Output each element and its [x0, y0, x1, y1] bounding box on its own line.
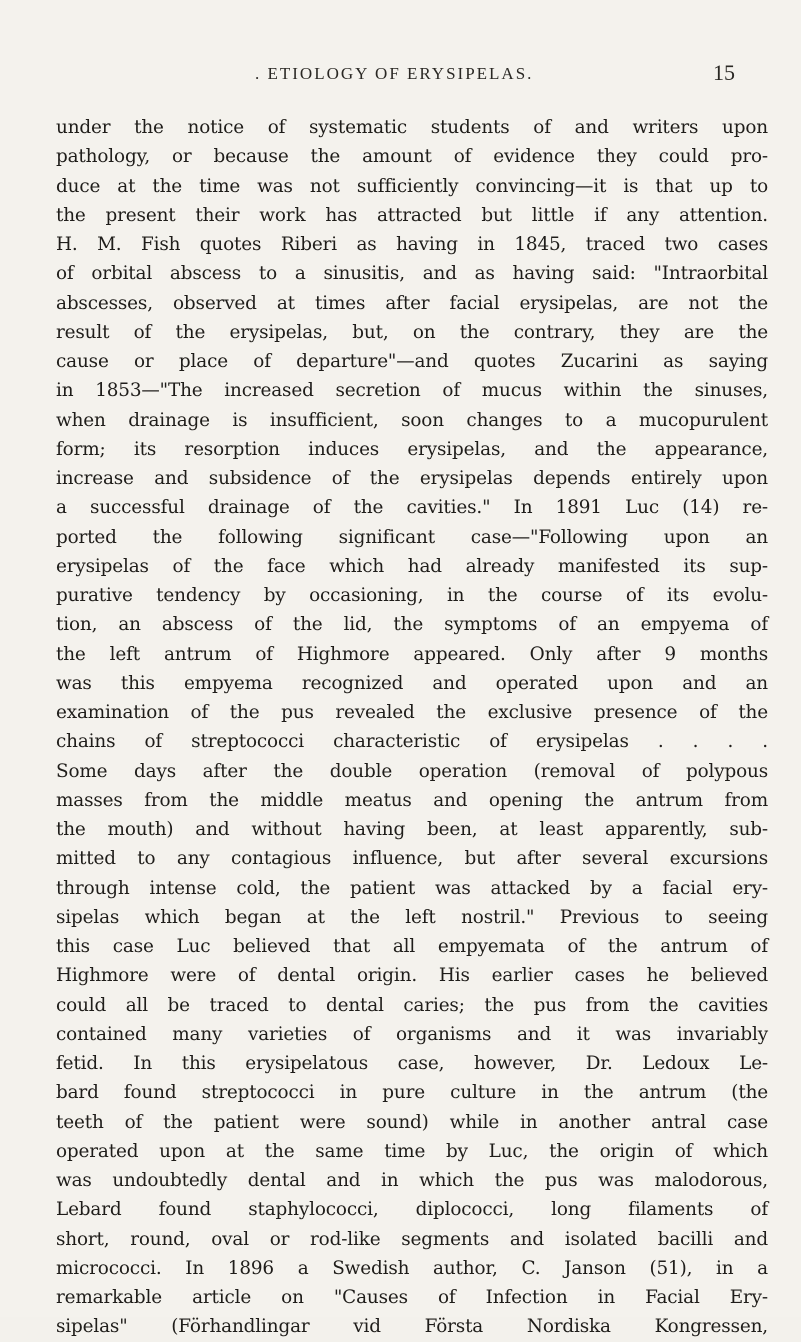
text-line: the present their work has attracted but little if any attention. — [56, 204, 768, 226]
text-line: bard found streptococci in pure culture in the antrum (the — [56, 1082, 768, 1104]
text-line: chains of streptococci characteristic of erysipelas . . . . — [56, 731, 768, 753]
text-line: abscesses, observed at times after facial erysipelas, are not the — [56, 292, 768, 314]
text-line: mitted to any contagious influence, but after several excursions — [56, 848, 768, 870]
text-line: in 1853—"The increased secretion of mucus within the sinuses, — [56, 380, 768, 402]
text-line: could all be traced to dental caries; the pus from the cavities — [56, 994, 768, 1016]
page-number: 15 — [713, 60, 735, 85]
text-line: form; its resorption induces erysipelas, and the appearance, — [56, 438, 768, 460]
text-line: the left antrum of Highmore appeared. Only after 9 months — [56, 643, 768, 665]
text-line: increase and subsidence of the erysipelas depends entirely upon — [56, 468, 768, 489]
text-line: Some days after the double operation (removal of polypous — [56, 760, 768, 782]
text-line: duce at the time was not sufficiently convincing—it is that up to — [56, 175, 768, 197]
text-line: H. M. Fish quotes Riberi as having in 1845, traced two cases — [56, 234, 768, 255]
text-line: fetid. In this erysipelatous case, however, Dr. Ledoux Le- — [56, 1053, 768, 1074]
text-line: examination of the pus revealed the exclusive presence of the — [56, 702, 768, 723]
running-head — [0, 60, 801, 92]
running-title: . ETIOLOGY OF ERYSIPELAS. — [255, 64, 534, 83]
text-line: result of the erysipelas, but, on the contrary, they are the — [56, 321, 768, 343]
text-line: sipelas which began at the left nostril." Previous to seeing — [56, 906, 768, 928]
text-line: tion, an abscess of the lid, the symptoms of an empyema of — [56, 614, 768, 636]
text-line: was undoubtedly dental and in which the pus was malodorous, — [56, 1170, 768, 1191]
text-line: erysipelas of the face which had already manifested its sup- — [56, 555, 768, 577]
text-line: ported the following significant case—"Following upon an — [56, 526, 768, 548]
text-line: was this empyema recognized and operated upon and an — [56, 672, 768, 694]
body-text — [56, 113, 768, 1342]
text-line: the mouth) and without having been, at least apparently, sub- — [56, 819, 768, 840]
text-line: micrococci. In 1896 a Swedish author, C. Janson (51), in a — [56, 1257, 768, 1279]
text-line: pathology, or because the amount of evidence they could pro- — [56, 146, 768, 168]
text-line: a successful drainage of the cavities." In 1891 Luc (14) re- — [56, 497, 768, 519]
text-line: cause or place of departure"—and quotes Zucarini as saying — [56, 351, 768, 372]
text-line: remarkable article on "Causes of Infection in Facial Ery- — [56, 1287, 768, 1308]
text-line: masses from the middle meatus and opening the antrum from — [56, 789, 768, 811]
text-line: contained many varieties of organisms and it was invariably — [56, 1023, 768, 1045]
text-line: of orbital abscess to a sinusitis, and as having said: "Intraorbital — [56, 263, 768, 285]
text-line: under the notice of systematic students of and writers upon — [56, 117, 768, 138]
text-line: operated upon at the same time by Luc, the origin of which — [56, 1140, 768, 1162]
text-line: this case Luc believed that all empyemata of the antrum of — [56, 936, 768, 957]
text-line: purative tendency by occasioning, in the course of its evolu- — [56, 585, 768, 606]
text-line: teeth of the patient were sound) while in another antral case — [56, 1111, 768, 1133]
text-line: through intense cold, the patient was attacked by a facial ery- — [56, 877, 768, 899]
text-line: Highmore were of dental origin. His earlier cases he believed — [56, 965, 768, 987]
text-line: short, round, oval or rod-like segments and isolated bacilli and — [56, 1228, 768, 1250]
text-line: when drainage is insufficient, soon changes to a mucopurulent — [56, 409, 768, 431]
text-line: sipelas" (Förhandlingar vid Första Nordiska Kongressen, — [56, 1316, 768, 1338]
text-line: Lebard found staphylococci, diplococci, long filaments of — [56, 1199, 768, 1221]
